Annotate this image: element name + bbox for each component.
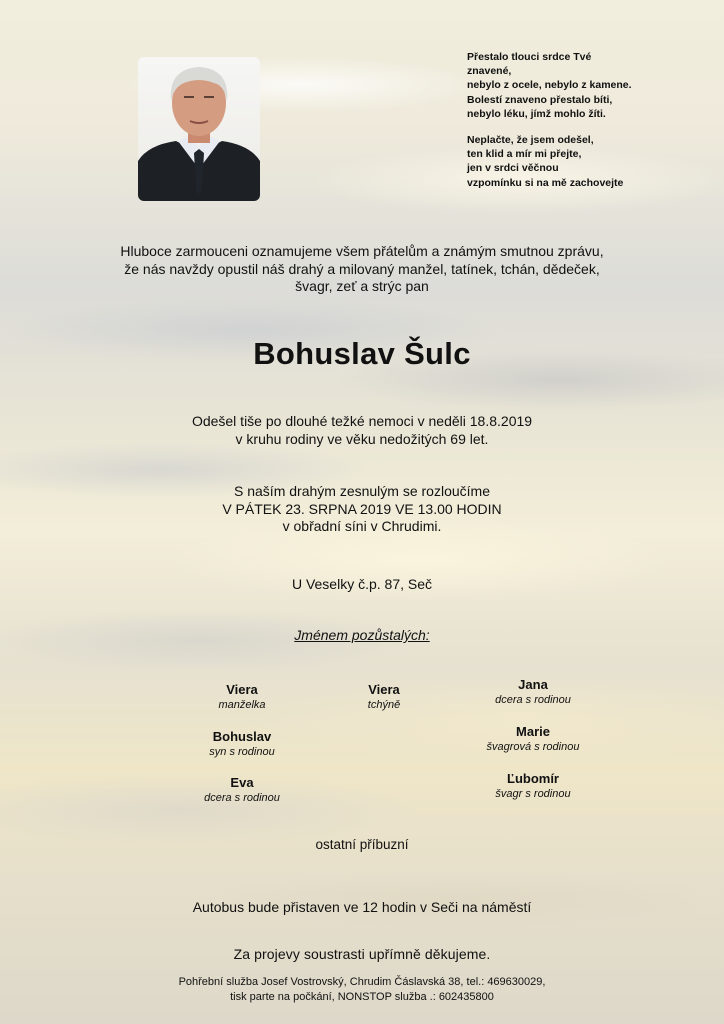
mourner-relation: syn s rodinou: [209, 746, 275, 758]
poem-line: jen v srdci věčnou: [467, 162, 559, 175]
mourner-name: Viera: [226, 682, 258, 697]
funeral-service-footer: [0, 975, 724, 1004]
poem-line: znavené,: [467, 65, 512, 78]
mourner-item: [162, 774, 322, 806]
deceased-name: Bohuslav Šulc: [253, 336, 471, 371]
farewell-line: S naším drahým zesnulým se rozloučíme: [234, 483, 490, 499]
funeral-info: [0, 483, 724, 536]
intro-line: švagr, zeť a strýc pan: [295, 278, 429, 294]
poem-stanza-1: [467, 50, 707, 121]
announcement-line: v kruhu rodiny ve věku nedožitých 69 let.: [235, 430, 489, 447]
poem-line: nebylo z ocele, nebylo z kamene.: [467, 79, 632, 92]
intro-line: Hluboce zarmouceni oznamujeme všem přátelům a známým smutnou zprávu,: [120, 243, 604, 259]
poem: [467, 50, 707, 202]
poem-line: Neplačte, že jsem odešel,: [467, 134, 594, 147]
death-announcement: [0, 413, 724, 448]
poem-line: Bolestí znaveno přestalo bíti,: [467, 93, 613, 106]
mourner-relation: švagrová s rodinou: [486, 741, 580, 753]
farewell-line: v obřadní síni v Chrudimi.: [282, 518, 442, 534]
mourner-name: Ľubomír: [507, 771, 559, 786]
farewell-line: V PÁTEK 23. SRPNA 2019 VE 13.00 HODIN: [222, 500, 502, 517]
mourner-name: Viera: [368, 682, 400, 697]
mourner-item: [453, 723, 613, 755]
poem-line: Přestalo tlouci srdce Tvé: [467, 51, 592, 63]
footer-line: tisk parte na počkání, NONSTOP služba .: 602435800: [230, 990, 494, 1003]
other-relatives: ostatní příbuzní: [315, 837, 409, 852]
announcement-line: Odešel tiše po dlouhé težké nemoci v neděli 18.8.2019: [191, 413, 533, 429]
intro-line: že nás navždy opustil náš drahý a milovaný manžel, tatínek, tchán, dědeček,: [124, 260, 600, 277]
poem-line: ten klid a mír mi přejte,: [467, 148, 582, 161]
mourner-item: [162, 728, 322, 760]
poem-stanza-2: [467, 133, 707, 190]
mourner-relation: manželka: [218, 699, 266, 711]
mourner-item: [162, 681, 322, 713]
mourner-relation: švagr s rodinou: [495, 788, 571, 800]
mourner-name: Bohuslav: [212, 729, 272, 744]
mourner-relation: tchýně: [367, 699, 401, 711]
bus-note: Autobus bude přistaven ve 12 hodin v Seči na náměstí: [192, 899, 532, 915]
intro-text: [0, 243, 724, 296]
mourner-item: [453, 770, 613, 802]
poem-line: nebylo léku, jímž mohlo žíti.: [467, 107, 606, 120]
family-address: U Veselky č.p. 87, Seč: [291, 576, 433, 592]
mourner-relation: dcera s rodinou: [204, 792, 280, 804]
mourner-relation: dcera s rodinou: [495, 694, 571, 706]
mourners-heading: Jménem pozůstalých:: [294, 627, 430, 643]
portrait-photo: [138, 57, 260, 201]
mourner-name: Eva: [230, 775, 254, 790]
mourner-item: [453, 676, 613, 708]
poem-line: vzpomínku si na mě zachovejte: [467, 176, 624, 189]
mourner-item: [304, 681, 464, 713]
mourner-name: Marie: [516, 724, 550, 739]
thanks-text: Za projevy soustrasti upřímně děkujeme.: [233, 946, 491, 962]
mourner-name: Jana: [518, 677, 548, 692]
footer-line: Pohřební služba Josef Vostrovský, Chrudim Čáslavská 38, tel.: 469630029,: [178, 976, 546, 988]
